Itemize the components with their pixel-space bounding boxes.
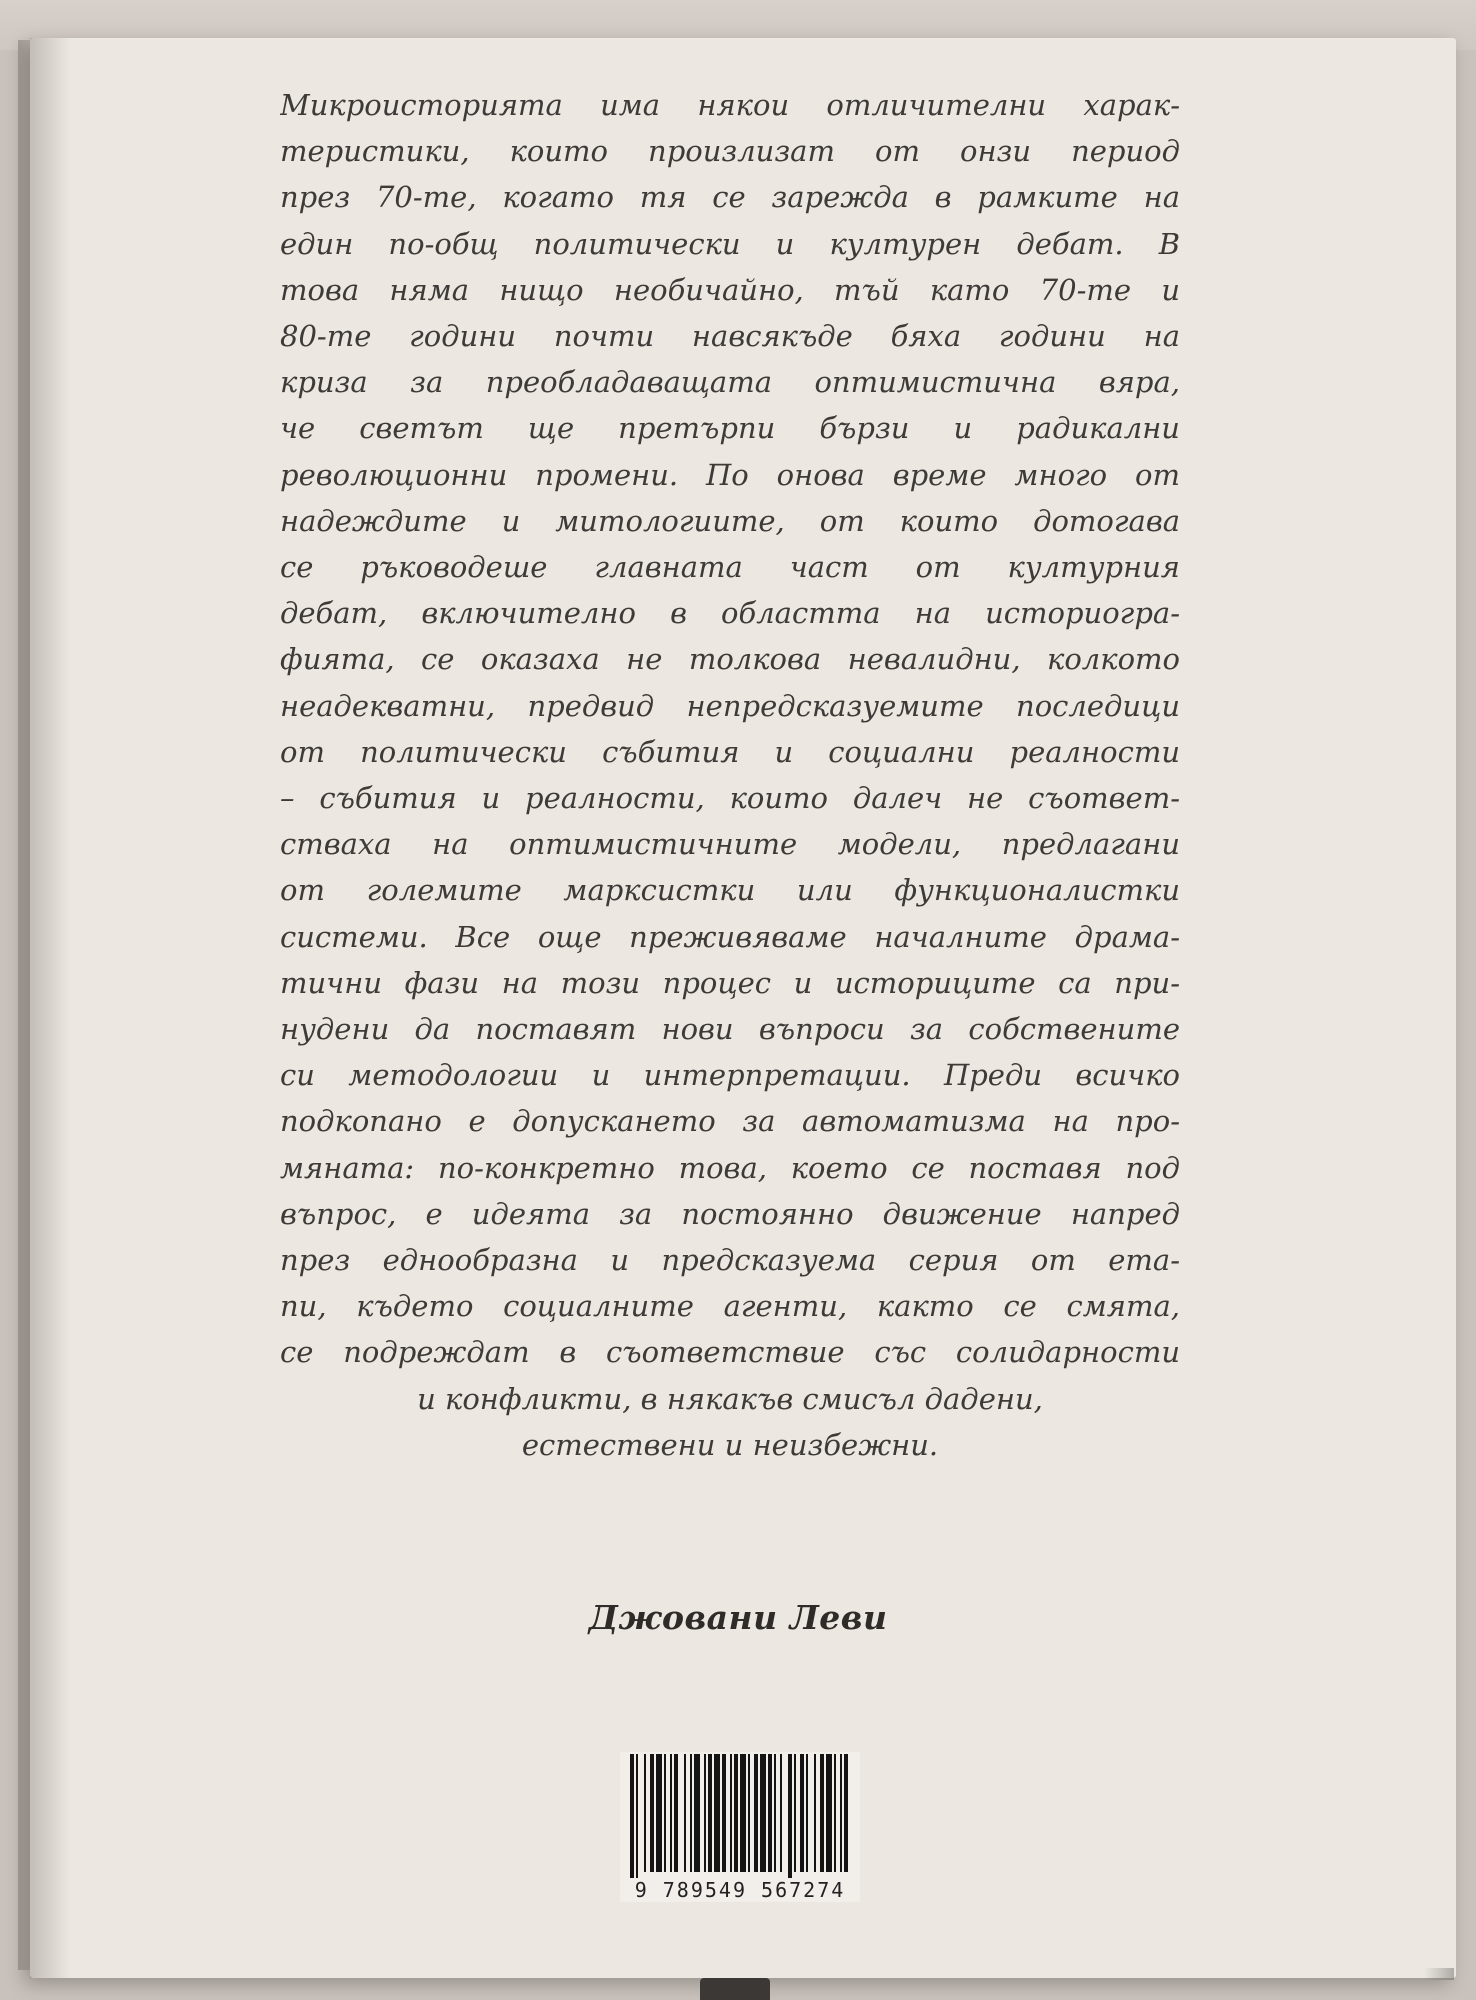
barcode-bar — [664, 1754, 666, 1872]
barcode-bar — [704, 1754, 706, 1872]
barcode-bar — [708, 1754, 712, 1872]
blurb-line: теристики, които произлизат от онзи период — [280, 134, 1180, 169]
blurb-line: тични фази на този процес и историците са при- — [280, 965, 1180, 1000]
barcode-bar — [820, 1754, 824, 1872]
blurb-line: Микроисторията има някои отличителни харак- — [280, 88, 1180, 122]
barcode-bar — [800, 1754, 804, 1872]
barcode-bar — [656, 1754, 662, 1872]
barcode-bar — [674, 1754, 678, 1872]
blurb-line: дебат, включително в областта на историогра- — [280, 596, 1180, 631]
barcode-bar — [636, 1754, 638, 1878]
barcode-bar — [694, 1754, 700, 1872]
foreground-object — [700, 1978, 770, 2000]
author-name: Джовани Леви — [588, 1598, 888, 1637]
blurb-line: подкопано е допускането за автоматизма на про- — [280, 1104, 1180, 1139]
blurb-line: естествени и неизбежни. — [521, 1427, 939, 1462]
barcode — [620, 1752, 860, 1902]
barcode-bar — [644, 1754, 646, 1872]
barcode-bar — [806, 1754, 808, 1872]
barcode-bar — [748, 1754, 750, 1872]
barcode-bar — [650, 1754, 654, 1872]
blurb-line: 80-те години почти навсякъде бяха години на — [280, 319, 1180, 354]
barcode-bar — [814, 1754, 816, 1872]
barcode-bar — [740, 1754, 746, 1872]
blurb-line: от политически събития и социални реалности — [280, 734, 1180, 769]
barcode-bar — [760, 1754, 766, 1872]
barcode-bar — [630, 1754, 634, 1878]
barcode-bar — [754, 1754, 758, 1872]
barcode-bar — [794, 1754, 796, 1872]
blurb-line: това няма нищо необичайно, тъй като 70-те и — [280, 272, 1180, 307]
barcode-bar — [768, 1754, 772, 1872]
blurb-line: неадекватни, предвид непредсказуемите последици — [280, 688, 1180, 723]
blurb-line: – събития и реалности, които далеч не съответ- — [280, 781, 1180, 816]
barcode-bar — [774, 1754, 776, 1872]
barcode-digits: 9 789549 567274 — [634, 1878, 846, 1902]
barcode-bar — [826, 1754, 832, 1872]
barcode-bar — [844, 1754, 848, 1872]
blurb-line: криза за преобладаващата оптимистична вяра, — [280, 365, 1180, 400]
blurb-line: през 70-те, когато тя се зарежда в рамките на — [280, 180, 1180, 215]
barcode-bar — [734, 1754, 738, 1872]
barcode-bar — [684, 1754, 686, 1872]
barcode-bar — [840, 1754, 842, 1872]
barcode-bar — [834, 1754, 836, 1872]
cover-shadow — [30, 38, 70, 1978]
blurb-line: си методологии и интерпретации. Преди всичко — [280, 1058, 1180, 1093]
barcode-bar — [730, 1754, 732, 1872]
blurb-line: се ръководеше главната част от културния — [280, 550, 1180, 585]
barcode-bars — [620, 1752, 860, 1878]
barcode-bar — [714, 1754, 720, 1872]
blurb-line: от големите марксистки или функционалистки — [280, 873, 1180, 908]
barcode-bar — [722, 1754, 726, 1872]
cover-corner-wear — [1424, 1968, 1454, 1980]
blurb-line: фията, се оказаха не толкова невалидни, колкото — [280, 642, 1180, 677]
blurb-line: надеждите и митологиите, от които дотогава — [280, 503, 1180, 538]
barcode-bar — [690, 1754, 692, 1872]
blurb-line: нудени да поставят нови въпроси за собствените — [280, 1012, 1180, 1047]
blurb-line: че светът ще претърпи бързи и радикални — [280, 411, 1180, 446]
blurb-line: мяната: по-конкретно това, което се поставя под — [280, 1150, 1180, 1185]
blurb-line: въпрос, е идеята за постоянно движение напред — [280, 1196, 1180, 1231]
blurb-line: стваха на оптимистичните модели, предлагани — [280, 827, 1180, 862]
barcode-bar — [670, 1754, 672, 1872]
blurb-line: през еднообразна и предсказуема серия от ета- — [280, 1243, 1180, 1278]
blurb-line: системи. Все още преживяваме началните драма- — [280, 919, 1180, 954]
blurb-text — [280, 82, 1180, 1468]
blurb-line: революционни промени. По онова време много от — [280, 457, 1180, 492]
blurb-line: пи, където социалните агенти, както се смята, — [280, 1289, 1180, 1324]
blurb-line: и конфликти, в някакъв смисъл дадени, — [417, 1381, 1043, 1416]
blurb-line: един по-общ политически и културен дебат. В — [280, 226, 1180, 261]
barcode-bar — [788, 1754, 792, 1878]
barcode-bar — [780, 1754, 782, 1872]
blurb-line: се подреждат в съответствие със солидарности — [280, 1335, 1180, 1370]
